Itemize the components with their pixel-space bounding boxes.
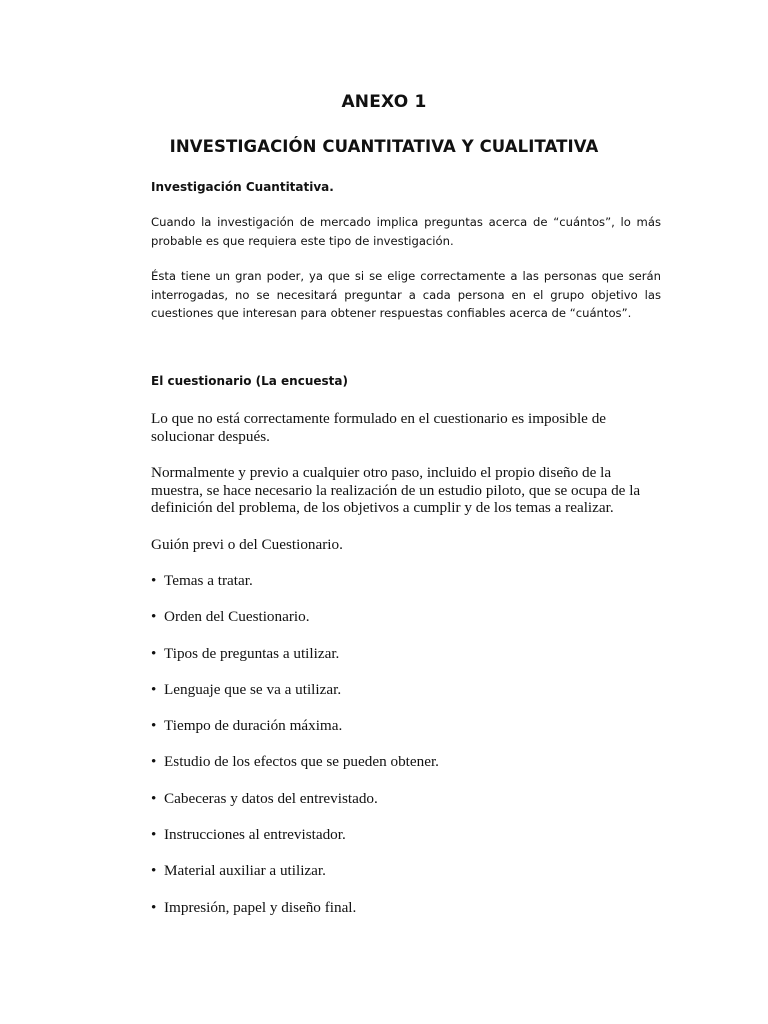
list-item [151,608,661,644]
list-item-text: Estudio de los efectos que se pueden obtener. [164,753,439,771]
bullet-icon: • [151,717,157,735]
list-item [151,572,661,608]
bullet-icon: • [151,862,157,880]
bullet-icon: • [151,644,157,662]
annex-title: ANEXO 1 [341,92,427,112]
list-item-text: Material auxiliar a utilizar. [164,862,326,880]
bullet-icon: • [151,753,157,771]
bullet-icon: • [151,608,157,626]
list-item [151,717,661,753]
list-item-text: Cabeceras y datos del entrevistado. [164,789,378,807]
paragraph-questionnaire-outline: Guión previ o del Cuestionario. [151,536,343,553]
list-item [151,899,661,935]
paragraph-quantitative-power: Ésta tiene un gran poder, ya que si se elige correctamente a las personas que serán interrogadas, no se necesitará preguntar a cada persona en el grupo objetivo las cuestiones que interesan para obtener respuestas confiables acerca de “cuántos”. [151,269,661,320]
section-heading-questionnaire: El cuestionario (La encuesta) [151,374,348,388]
list-item [151,753,661,789]
main-title: INVESTIGACIÓN CUANTITATIVA Y CUALITATIVA [169,137,599,156]
list-item-text: Tiempo de duración máxima. [164,717,343,735]
paragraph-pilot-study: Normalmente y previo a cualquier otro paso, incluido el propio diseño de la muestra, se hace necesario la realización de un estudio piloto, que se ocupa de la definición del problema, de los objetivos a cumplir y de los temas a realizar. [151,464,641,516]
list-item [151,790,661,826]
section-heading-quantitative: Investigación Cuantitativa. [151,180,334,194]
list-item-text: Temas a tratar. [164,572,253,589]
list-item [151,862,661,898]
paragraph-questionnaire-intro: Lo que no está correctamente formulado en el cuestionario es imposible de solucionar después. [151,410,607,445]
bullet-icon: • [151,826,157,844]
list-item-text: Orden del Cuestionario. [164,608,310,626]
bullet-icon: • [151,898,157,916]
list-item-text: Instrucciones al entrevistador. [164,826,346,844]
list-item-text: Impresión, papel y diseño final. [164,898,357,916]
bullet-icon: • [151,572,157,589]
list-item-text: Tipos de preguntas a utilizar. [164,644,340,662]
paragraph-quantitative-intro: Cuando la investigación de mercado implica preguntas acerca de “cuántos”, lo más probable es que requiera este tipo de investigación. [151,215,661,248]
list-item [151,645,661,681]
list-item-text: Lenguaje que se va a utilizar. [164,680,342,698]
bullet-icon: • [151,789,157,807]
list-item [151,681,661,717]
questionnaire-outline-list [151,572,661,935]
bullet-icon: • [151,680,157,698]
list-item [151,826,661,862]
